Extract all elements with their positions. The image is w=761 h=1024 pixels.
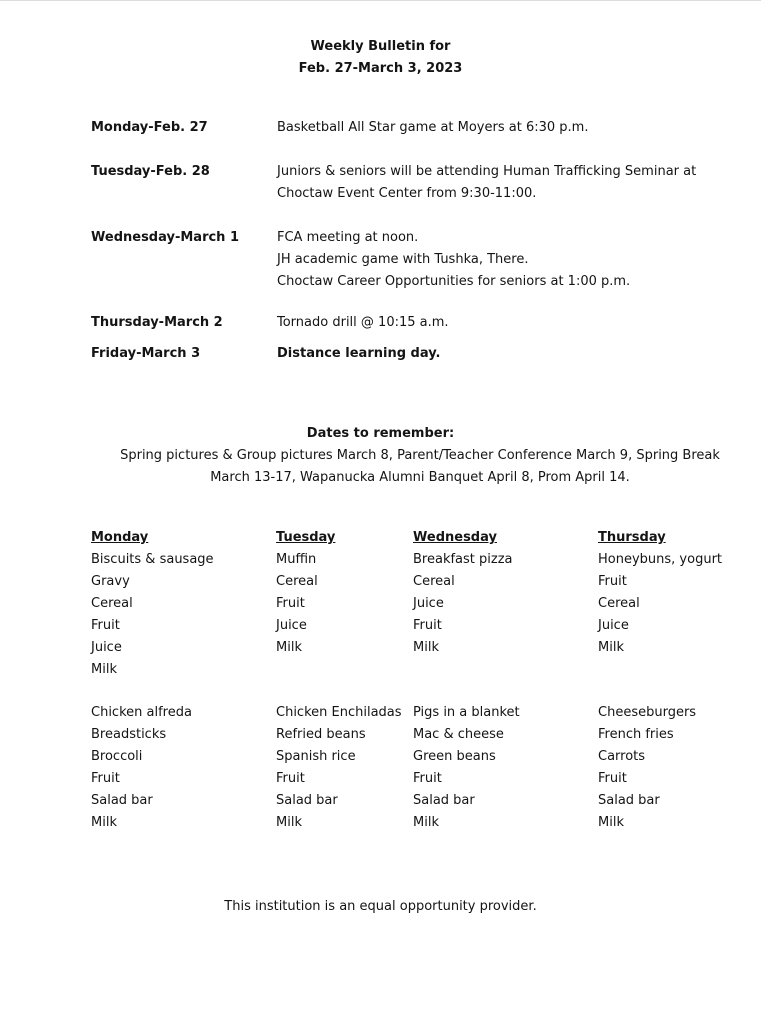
schedule-event: Juniors & seniors will be attending Human Trafficking Seminar at: [277, 164, 697, 179]
dates-line: March 13-17, Wapanucka Alumni Banquet April 8, Prom April 14.: [210, 470, 630, 485]
schedule-event: Distance learning day.: [277, 346, 441, 361]
lunch-item: Salad bar: [276, 793, 338, 808]
schedule-events-friday: [277, 343, 440, 365]
breakfast-item: Fruit: [598, 574, 627, 589]
lunch-item: Fruit: [413, 771, 442, 786]
breakfast-item: Cereal: [598, 596, 640, 611]
menu-day-heading: Tuesday: [276, 530, 336, 545]
lunch-item: Milk: [276, 815, 302, 830]
breakfast-item: Gravy: [91, 574, 130, 589]
schedule-event: Choctaw Event Center from 9:30-11:00.: [277, 186, 537, 201]
lunch-item: Salad bar: [413, 793, 475, 808]
menu-spacer: [276, 681, 402, 702]
lunch-item: Cheeseburgers: [598, 705, 697, 720]
menu-day-heading: Wednesday: [413, 530, 497, 545]
lunch-item: French fries: [598, 727, 674, 742]
lunch-item: Chicken alfreda: [91, 705, 192, 720]
lunch-item: Milk: [598, 815, 624, 830]
menu-day-heading: Monday: [91, 530, 149, 545]
lunch-item: Chicken Enchiladas: [276, 705, 402, 720]
lunch-item: Fruit: [276, 771, 305, 786]
menu-column-thursday: [598, 527, 722, 834]
lunch-item: Broccoli: [91, 749, 143, 764]
menu-spacer: [413, 681, 520, 702]
lunch-item: Refried beans: [276, 727, 366, 742]
schedule-day-wednesday: Wednesday-March 1: [91, 230, 240, 245]
menu-column-wednesday: [413, 527, 520, 834]
menu-empty-slot: [413, 659, 520, 681]
menu-empty-slot: [598, 659, 722, 681]
schedule-event: FCA meeting at noon.: [277, 230, 419, 245]
dates-body: [100, 445, 740, 489]
breakfast-item: Cereal: [91, 596, 133, 611]
lunch-item: Mac & cheese: [413, 727, 504, 742]
schedule-events-monday: [277, 117, 588, 139]
breakfast-item: Milk: [276, 640, 302, 655]
schedule-event: Tornado drill @ 10:15 a.m.: [277, 315, 449, 330]
menu-column-monday: [91, 527, 214, 834]
schedule-events-tuesday: [277, 161, 696, 205]
lunch-item: Fruit: [598, 771, 627, 786]
lunch-item: Salad bar: [598, 793, 660, 808]
lunch-item: Green beans: [413, 749, 496, 764]
breakfast-item: Breakfast pizza: [413, 552, 513, 567]
schedule-day-friday: Friday-March 3: [91, 346, 201, 361]
lunch-item: Breadsticks: [91, 727, 167, 742]
lunch-item: Carrots: [598, 749, 646, 764]
schedule-day-tuesday: Tuesday-Feb. 28: [91, 164, 210, 179]
breakfast-item: Cereal: [276, 574, 318, 589]
lunch-item: Salad bar: [91, 793, 153, 808]
menu-day-heading: Thursday: [598, 530, 666, 545]
breakfast-item: Cereal: [413, 574, 455, 589]
schedule-events-wednesday: [277, 227, 630, 293]
breakfast-item: Fruit: [91, 618, 120, 633]
schedule-event: Choctaw Career Opportunities for seniors at 1:00 p.m.: [277, 274, 631, 289]
page-edge: [0, 0, 761, 1]
footer-statement: This institution is an equal opportunity provider.: [224, 899, 537, 914]
schedule-event: JH academic game with Tushka, There.: [277, 252, 529, 267]
lunch-item: Fruit: [91, 771, 120, 786]
breakfast-item: Biscuits & sausage: [91, 552, 214, 567]
bulletin-title: Weekly Bulletin for: [310, 39, 451, 54]
lunch-item: Milk: [91, 815, 117, 830]
schedule-events-thursday: [277, 312, 449, 334]
breakfast-item: Muffin: [276, 552, 317, 567]
menu-spacer: [91, 681, 214, 702]
breakfast-item: Honeybuns, yogurt: [598, 552, 723, 567]
breakfast-item: Milk: [413, 640, 439, 655]
lunch-item: Spanish rice: [276, 749, 356, 764]
schedule-event: Basketball All Star game at Moyers at 6:30 p.m.: [277, 120, 589, 135]
lunch-item: Pigs in a blanket: [413, 705, 520, 720]
lunch-item: Milk: [413, 815, 439, 830]
breakfast-item: Juice: [413, 596, 444, 611]
breakfast-item: Fruit: [413, 618, 442, 633]
bulletin-date-range: Feb. 27-March 3, 2023: [298, 61, 463, 76]
breakfast-item: Juice: [91, 640, 122, 655]
schedule-day-thursday: Thursday-March 2: [91, 315, 223, 330]
breakfast-item: Juice: [276, 618, 307, 633]
breakfast-item: Fruit: [276, 596, 305, 611]
breakfast-item: Milk: [598, 640, 624, 655]
menu-empty-slot: [276, 659, 402, 681]
schedule-day-monday: Monday-Feb. 27: [91, 120, 208, 135]
breakfast-item: Milk: [91, 662, 117, 677]
menu-spacer: [598, 681, 722, 702]
dates-line: Spring pictures & Group pictures March 8, Parent/Teacher Conference March 9, Spring Break: [120, 448, 720, 463]
dates-heading: Dates to remember:: [306, 426, 455, 441]
breakfast-item: Juice: [598, 618, 629, 633]
menu-column-tuesday: [276, 527, 402, 834]
